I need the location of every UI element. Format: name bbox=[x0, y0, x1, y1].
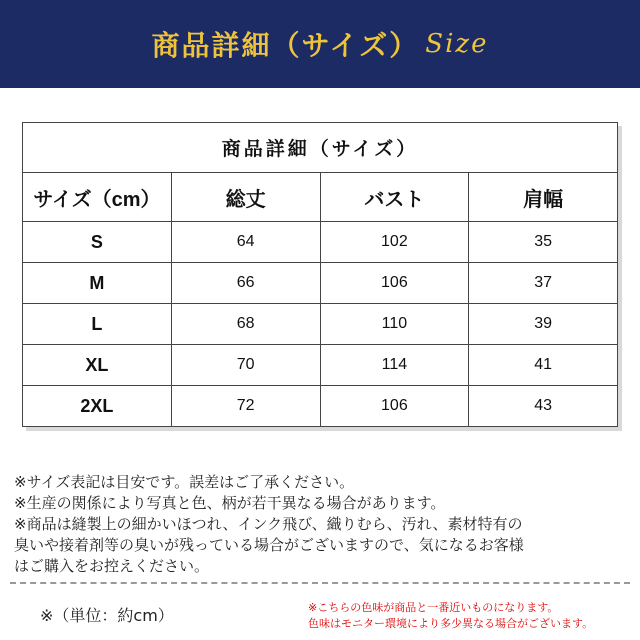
bust-cell: 106 bbox=[320, 263, 469, 304]
column-header-bust: バスト bbox=[320, 173, 469, 222]
length-cell: 70 bbox=[171, 345, 320, 386]
size-cell: 2XL bbox=[23, 386, 172, 427]
header-banner bbox=[0, 0, 640, 88]
dashed-divider bbox=[10, 582, 630, 584]
notes-block bbox=[14, 472, 634, 577]
size-cell: L bbox=[23, 304, 172, 345]
table-row bbox=[23, 263, 618, 304]
bust-cell: 102 bbox=[320, 222, 469, 263]
note-line: ※サイズ表記は目安です。誤差はご了承ください。 bbox=[14, 473, 355, 491]
note-line: 臭いや接着剤等の臭いが残っている場合がございますので、気になるお客様 bbox=[14, 536, 524, 554]
table-title-row bbox=[23, 123, 618, 173]
color-note-line: 色味はモニター環境により多少異なる場合がございます。 bbox=[308, 617, 594, 630]
size-table-container bbox=[22, 122, 618, 427]
size-table bbox=[22, 122, 618, 427]
size-cell: XL bbox=[23, 345, 172, 386]
note-line: ※生産の関係により写真と色、柄が若干異なる場合があります。 bbox=[14, 494, 446, 512]
table-row bbox=[23, 222, 618, 263]
table-row bbox=[23, 386, 618, 427]
bust-cell: 110 bbox=[320, 304, 469, 345]
shoulder-cell: 39 bbox=[469, 304, 618, 345]
note-line: ※商品は縫製上の細かいほつれ、インク飛び、織りむら、汚れ、素材特有の bbox=[14, 515, 523, 533]
bust-cell: 114 bbox=[320, 345, 469, 386]
length-cell: 64 bbox=[171, 222, 320, 263]
shoulder-cell: 37 bbox=[469, 263, 618, 304]
length-cell: 68 bbox=[171, 304, 320, 345]
note-line: はご購入をお控えください。 bbox=[14, 557, 210, 575]
bust-cell: 106 bbox=[320, 386, 469, 427]
size-cell: S bbox=[23, 222, 172, 263]
length-cell: 66 bbox=[171, 263, 320, 304]
shoulder-cell: 35 bbox=[469, 222, 618, 263]
header-script-title: Size bbox=[425, 29, 489, 59]
shoulder-cell: 41 bbox=[469, 345, 618, 386]
column-header-shoulder: 肩幅 bbox=[469, 173, 618, 222]
table-header-row bbox=[23, 173, 618, 222]
table-row bbox=[23, 345, 618, 386]
color-note bbox=[308, 600, 638, 632]
column-header-size: サイズ（cm） bbox=[23, 173, 172, 222]
color-note-line: ※こちらの色味が商品と一番近いものになります。 bbox=[308, 601, 559, 614]
table-row bbox=[23, 304, 618, 345]
unit-note: ※（単位：約cm） bbox=[40, 606, 174, 625]
column-header-length: 総丈 bbox=[171, 173, 320, 222]
size-cell: M bbox=[23, 263, 172, 304]
header-title: 商品詳細（サイズ） bbox=[151, 29, 420, 62]
table-title: 商品詳細（サイズ） bbox=[23, 123, 618, 173]
length-cell: 72 bbox=[171, 386, 320, 427]
shoulder-cell: 43 bbox=[469, 386, 618, 427]
